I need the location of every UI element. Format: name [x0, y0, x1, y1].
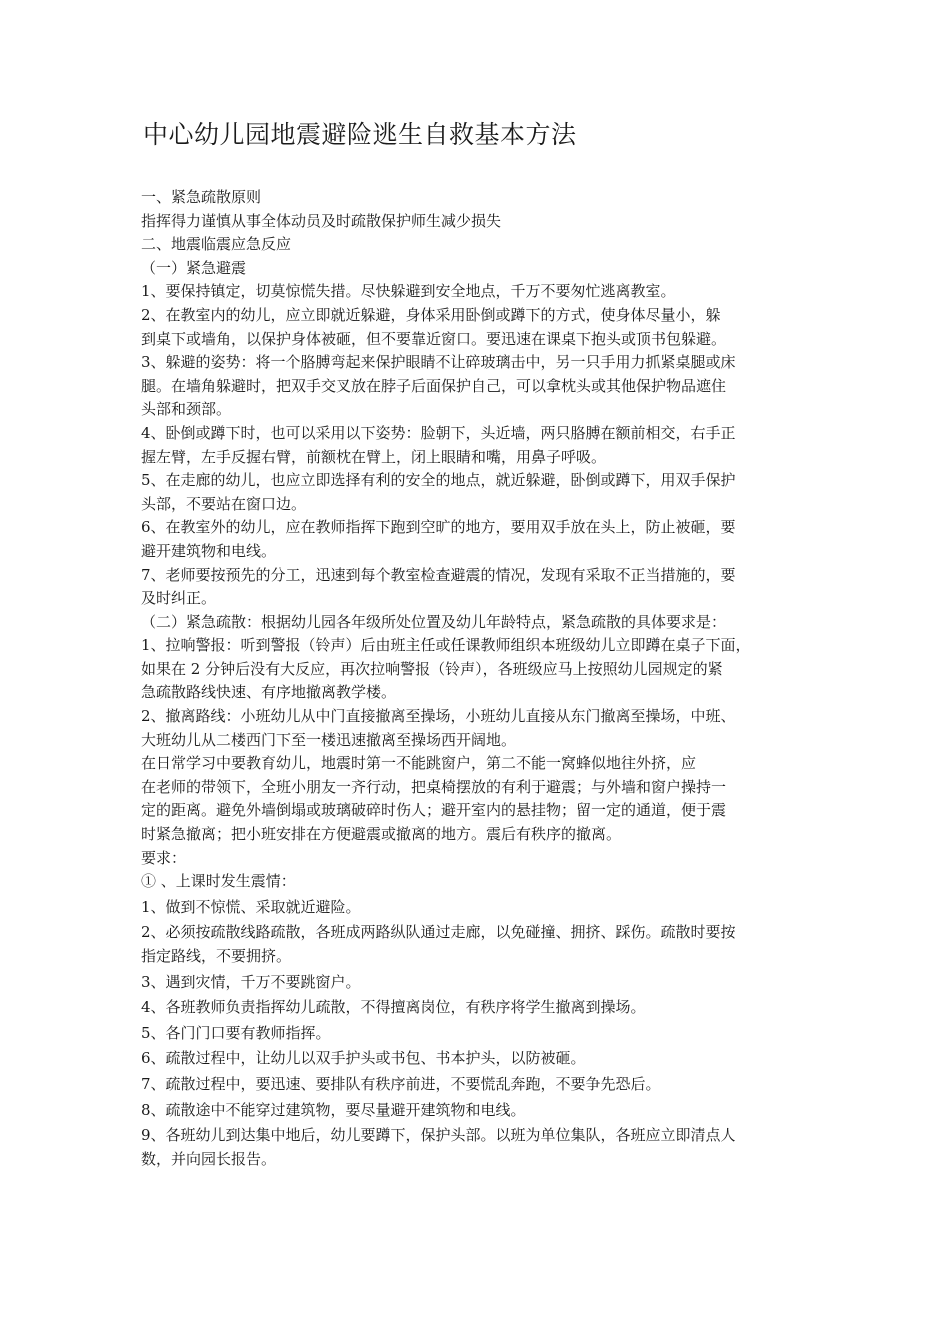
- text-line: 一、紧急疏散原则: [141, 188, 262, 206]
- text-line: 数，并向园长报告。: [141, 1149, 277, 1168]
- text-line: 握左臂，左手反握右臂，前额枕在臂上，闭上眼睛和嘴，用鼻子呼吸。: [141, 447, 607, 466]
- text-line: 在日常学习中要教育幼儿，地震时第一不能跳窗户，第二不能一窝蜂似地往外挤，应: [141, 754, 697, 773]
- text-line: 时紧急撤离；把小班安排在方便避震或撤离的地方。震后有秩序的撤离。: [141, 825, 622, 844]
- text-line: 二、地震临震应急反应: [141, 235, 292, 254]
- text-line: 到桌下或墙角，以保护身体被砸，但不要靠近窗口。要迅速在课桌下抱头或顶书包躲避。: [141, 329, 727, 348]
- text-line: 3、躲避的姿势：将一个胳膊弯起来保护眼睛不让碎玻璃击中，另一只手用力抓紧桌腿或床: [141, 353, 736, 372]
- text-line: ① 、上课时发生震情：: [141, 872, 296, 891]
- text-line: 6、疏散过程中，让幼儿以双手护头或书包、书本护头，以防被砸。: [141, 1049, 586, 1068]
- text-line: 如果在 2 分钟后没有大反应，再次拉响警报（铃声），各班级应马上按照幼儿园规定的紧: [141, 659, 723, 678]
- text-line: 指挥得力谨慎从事全体动员及时疏散保护师生减少损失: [141, 211, 502, 230]
- text-line: 腿。在墙角躲避时，把双手交叉放在脖子后面保护自己，可以拿枕头或其他保护物品遮住: [141, 376, 727, 395]
- text-line: 2、必须按疏散线路疏散，各班成两路纵队通过走廊，以免碰撞、拥挤、踩伤。疏散时要按: [141, 923, 736, 942]
- text-line: 及时纠正。: [141, 589, 217, 608]
- text-line: 头部和颈部。: [141, 400, 232, 419]
- text-line: （二）紧急疏散：根据幼儿园各年级所处位置及幼儿年龄特点，紧急疏散的具体要求是：: [141, 612, 727, 631]
- text-line: 5、在走廊的幼儿，也应立即选择有利的安全的地点，就近躲避，卧倒或蹲下，用双手保护: [141, 471, 736, 490]
- text-line: 9、各班幼儿到达集中地后，幼儿要蹲下，保护头部。以班为单位集队，各班应立即清点人: [141, 1126, 736, 1145]
- text-line: 头部，不要站在窗口边。: [141, 494, 307, 513]
- text-line: 1、做到不惊慌、采取就近避险。: [141, 897, 361, 916]
- text-line: 指定路线，不要拥挤。: [141, 947, 292, 965]
- text-line: 急疏散路线快速、有序地撤离教学楼。: [141, 683, 397, 702]
- text-line: 要求：: [141, 848, 187, 867]
- text-line: 定的距离。避免外墙倒塌或玻璃破碎时伤人；避开室内的悬挂物；留一定的通道，便于震: [141, 801, 727, 820]
- text-line: 大班幼儿从二楼西门下至一楼迅速撤离至操场西开阔地。: [141, 730, 517, 749]
- text-line: 在老师的带领下，全班小朋友一齐行动，把桌椅摆放的有利于避震；与外墙和窗户操持一: [141, 777, 727, 796]
- text-line: 2、在教室内的幼儿，应立即就近躲避，身体采用卧倒或蹲下的方式，使身体尽量小，躲: [141, 305, 721, 324]
- text-line: 3、遇到灾情，千万不要跳窗户。: [141, 972, 361, 991]
- text-line: 4、各班教师负责指挥幼儿疏散，不得擅离岗位，有秩序将学生撤离到操场。: [141, 998, 646, 1017]
- document-body: [141, 186, 821, 1171]
- text-line: 6、在教室外的幼儿，应在教师指挥下跑到空旷的地方，要用双手放在头上，防止被砸，要: [141, 518, 736, 537]
- text-line: 4、卧倒或蹲下时，也可以采用以下姿势：脸朝下，头近墙，两只胳膊在额前相交，右手正: [141, 423, 736, 442]
- text-line: 2、撤离路线：小班幼儿从中门直接撤离至操场，小班幼儿直接从东门撤离至操场，中班、: [141, 707, 736, 726]
- text-line: 7、老师要按预先的分工，迅速到每个教室检查避震的情况，发现有采取不正当措施的，要: [141, 565, 736, 584]
- text-line: 1、要保持镇定，切莫惊慌失措。尽快躲避到安全地点，千万不要匆忙逃离教室。: [141, 282, 676, 301]
- text-line: 8、疏散途中不能穿过建筑物，要尽量避开建筑物和电线。: [141, 1100, 526, 1119]
- text-line: 5、各门门口要有教师指挥。: [141, 1023, 331, 1042]
- text-line: 1、拉响警报：听到警报（铃声）后由班主任或任课教师组织本班级幼儿立即蹲在桌子下面，: [141, 636, 751, 655]
- text-line: （一）紧急避震: [141, 258, 247, 277]
- text-line: 7、疏散过程中，要迅速、要排队有秩序前进，不要慌乱奔跑，不要争先恐后。: [141, 1074, 661, 1093]
- document-title: 中心幼儿园地震避险逃生自救基本方法: [143, 120, 577, 149]
- text-line: 避开建筑物和电线。: [141, 541, 277, 560]
